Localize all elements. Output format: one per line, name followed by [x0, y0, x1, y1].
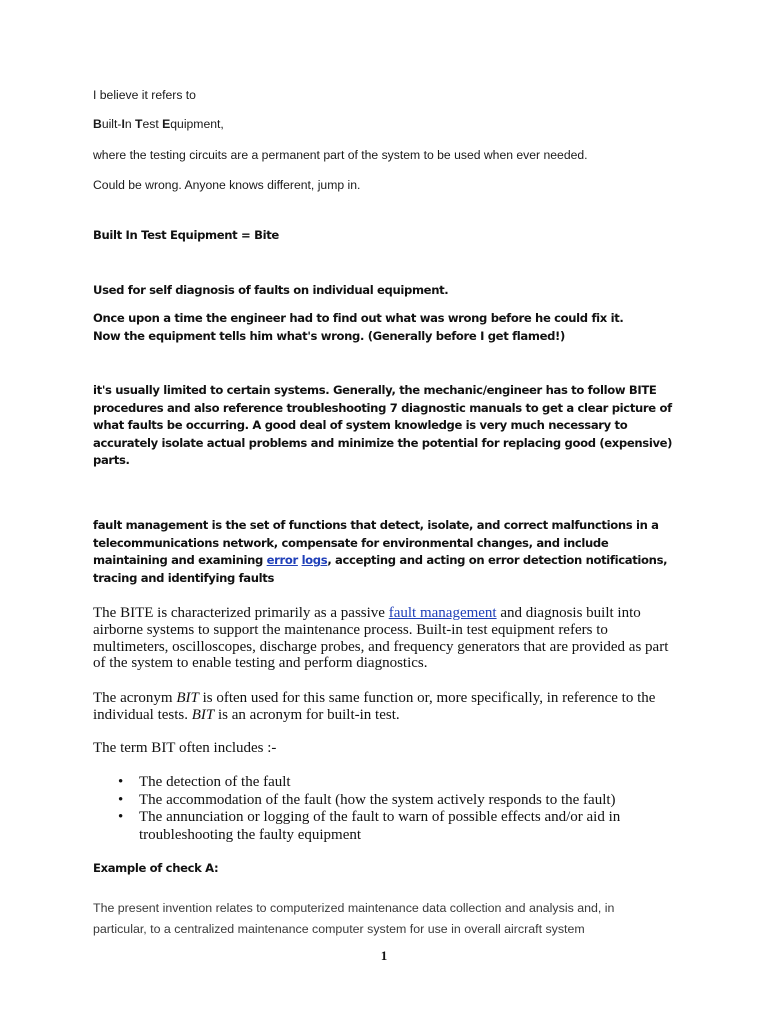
bite-para-text: The BITE is characterized primarily as a passive — [93, 605, 389, 621]
bite-definition: Built In Test Equipment = Bite — [93, 228, 279, 242]
usually-limited-paragraph: it's usually limited to certain systems. Generally, the mechanic/engineer has to follow BITE procedures and also reference troubleshooting 7 diagnostic manuals to get a clear picture of what faults be occurring. A good deal of system knowledge is very much necessary to accurately isolate actual problems and minimize the potential for replacing good (expensive) parts. — [93, 383, 673, 467]
list-item-text: The accommodation of the fault (how the system actively responds to the fault) — [139, 791, 616, 808]
bit-bullet-list — [93, 774, 653, 844]
page-number: 1 — [380, 948, 388, 963]
list-item — [93, 774, 653, 792]
list-item-text: The detection of the fault — [139, 774, 291, 790]
bite-letter-e: E — [162, 117, 171, 131]
list-item — [93, 792, 653, 810]
list-item-text: The annunciation or logging of the fault to warn of possible effects and/or aid in troubleshooting the faulty equipment — [139, 809, 621, 843]
could-be-wrong-line: Could be wrong. Anyone knows different, jump in. — [93, 178, 361, 192]
bite-expansion — [93, 117, 683, 131]
logs-link[interactable]: logs — [301, 553, 328, 567]
acronym-text-2: is often used for this same function or, more specifically, in reference to the individual tests. — [93, 690, 656, 723]
permanent-part-line: where the testing circuits are a permanent part of the system to be used when ever needed. — [93, 148, 588, 162]
bite-part-t: est — [142, 117, 163, 131]
bite-part-b: uilt- — [101, 117, 122, 131]
present-invention-paragraph: The present invention relates to computerized maintenance data collection and analysis and, in particular, to a centralized maintenance computer system for use in overall aircraft system — [93, 901, 615, 936]
bullet-icon: • — [118, 791, 124, 808]
fault-mgmt-text: fault management is the set of functions that detect, isolate, and correct malfunctions in a telecommunications network, compensate for environmental changes, and include maintaining and examining — [93, 518, 659, 567]
self-diagnosis-line: Used for self diagnosis of faults on individual equipment. — [93, 283, 449, 297]
bite-paragraph — [93, 605, 683, 672]
bite-letter-t: T — [135, 117, 143, 131]
fault-mgmt-rest: , accepting and acting on error detection notifications, tracing and identifying faults — [93, 553, 668, 585]
list-item — [93, 809, 653, 844]
error-link[interactable]: error — [266, 553, 298, 567]
bite-part-i: n — [124, 117, 136, 131]
bite-para-rest: and diagnosis built into airborne systems to support the maintenance process. Built-in test equipment refers to multimeters, oscilloscopes, discharge probes, and frequency generators that are provided as part of the system to enable testing and perform diagnostics. — [93, 605, 669, 672]
fault-management-definition — [93, 517, 671, 587]
acronym-paragraph — [93, 690, 683, 724]
term-bit-heading: The term BIT often includes :- — [93, 740, 277, 756]
acronym-text-1: The acronym — [93, 690, 177, 706]
acronym-text-3: is an acronym for built-in test. — [214, 706, 400, 723]
bite-letter-i: I — [121, 117, 125, 131]
intro-line: I believe it refers to — [93, 88, 196, 102]
example-heading: Example of check A: — [93, 861, 219, 875]
bullet-icon: • — [118, 809, 124, 825]
bit-italic-1: BIT — [176, 690, 199, 706]
bite-part-e: quipment, — [170, 117, 224, 131]
bit-italic-2: BIT — [191, 706, 215, 723]
bullet-icon: • — [118, 774, 124, 790]
once-upon-paragraph: Once upon a time the engineer had to find out what was wrong before he could fix it. Now the equipment tells him what's wrong. (Generally before I get flamed!) — [93, 311, 624, 343]
bite-letter-b: B — [93, 117, 102, 131]
fault-management-link[interactable]: fault management — [388, 605, 497, 621]
